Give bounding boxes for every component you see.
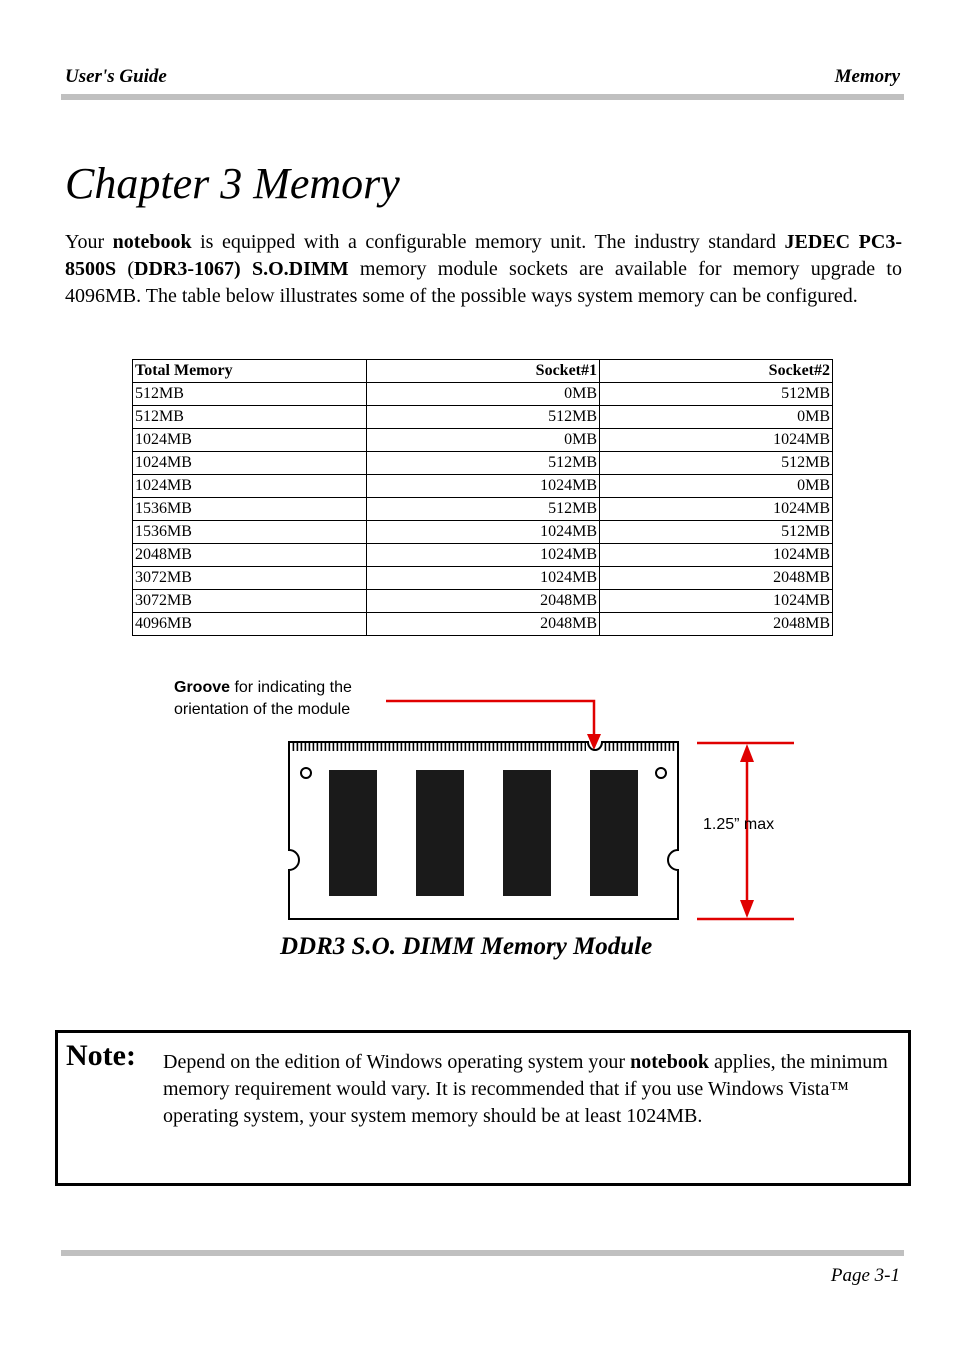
cell-total: 1024MB (133, 429, 367, 452)
header-rule (61, 94, 904, 100)
groove-label: Groove for indicating the (174, 679, 352, 696)
table-row (133, 475, 833, 498)
table-row (133, 498, 833, 521)
cell-socket-2: 1024MB (600, 429, 833, 452)
header-section-title: Memory (834, 66, 900, 87)
memory-chip (590, 770, 638, 896)
cell-total: 4096MB (133, 613, 367, 636)
cell-socket-1: 2048MB (367, 613, 600, 636)
groove-arrow-line (386, 701, 594, 740)
cell-socket-1: 512MB (367, 406, 600, 429)
table-row (133, 544, 833, 567)
cell-socket-2: 2048MB (600, 613, 833, 636)
dimension-arrow-up-head (740, 744, 754, 762)
dimm-diagram-svg (160, 670, 820, 930)
note-box (55, 1030, 911, 1186)
table-row (133, 613, 833, 636)
diagram-caption: DDR3 S.O. DIMM Memory Module (280, 933, 653, 960)
cell-socket-1: 1024MB (367, 521, 600, 544)
cell-socket-1: 0MB (367, 429, 600, 452)
cell-socket-2: 0MB (600, 475, 833, 498)
cell-socket-2: 512MB (600, 521, 833, 544)
module-pins-right (604, 743, 676, 751)
cell-total: 1024MB (133, 452, 367, 475)
table-row (133, 590, 833, 613)
cell-socket-1: 512MB (367, 498, 600, 521)
page-number: Page 3-1 (830, 1265, 900, 1286)
table-row (133, 406, 833, 429)
mounting-hole-right (656, 768, 666, 778)
mounting-hole-left (301, 768, 311, 778)
col-socket-1: Socket#1 (367, 360, 600, 383)
header-guide-title: User's Guide (65, 66, 167, 87)
note-label: Note: (66, 1039, 136, 1072)
cell-total: 3072MB (133, 567, 367, 590)
cell-total: 1536MB (133, 498, 367, 521)
module-pins-left (292, 743, 586, 751)
groove-label-line2: orientation of the module (174, 701, 351, 718)
cell-total: 512MB (133, 383, 367, 406)
cell-socket-1: 512MB (367, 452, 600, 475)
table-row (133, 383, 833, 406)
cell-socket-2: 1024MB (600, 544, 833, 567)
table-row (133, 567, 833, 590)
table-row (133, 429, 833, 452)
cell-socket-2: 512MB (600, 452, 833, 475)
memory-chip (329, 770, 377, 896)
intro-paragraph: Your notebook is equipped with a configurable memory unit. The industry standard JEDEC PC3-8500S (DDR3-1067) S.O.DIMM memory module sockets are available for memory upgrade to 4096MB. The table below illustrates some of the possible ways system memory can be configured. (65, 231, 902, 307)
col-total-memory: Total Memory (133, 360, 367, 383)
table-row (133, 521, 833, 544)
cell-total: 1536MB (133, 521, 367, 544)
memory-config-table (132, 359, 833, 636)
table-row (133, 452, 833, 475)
dimm-diagram (160, 670, 820, 935)
chapter-title: Chapter 3 Memory (65, 159, 400, 208)
cell-total: 3072MB (133, 590, 367, 613)
note-text: Depend on the edition of Windows operating system your notebook applies, the minimum memory requirement would vary. It is recommended that if you use Windows Vista™ operating system, your system memory should be at least 1024MB. (163, 1051, 888, 1127)
col-socket-2: Socket#2 (600, 360, 833, 383)
memory-chip (416, 770, 464, 896)
dimension-arrow-down-head (740, 900, 754, 918)
cell-socket-2: 1024MB (600, 498, 833, 521)
cell-total: 512MB (133, 406, 367, 429)
cell-socket-1: 2048MB (367, 590, 600, 613)
cell-socket-2: 2048MB (600, 567, 833, 590)
table-header-row (133, 360, 833, 383)
cell-socket-1: 1024MB (367, 475, 600, 498)
footer-rule (61, 1250, 904, 1256)
cell-socket-2: 1024MB (600, 590, 833, 613)
cell-total: 1024MB (133, 475, 367, 498)
cell-socket-1: 0MB (367, 383, 600, 406)
cell-socket-2: 512MB (600, 383, 833, 406)
cell-socket-1: 1024MB (367, 567, 600, 590)
height-label: 1.25” max (703, 816, 775, 833)
cell-socket-1: 1024MB (367, 544, 600, 567)
cell-socket-2: 0MB (600, 406, 833, 429)
cell-total: 2048MB (133, 544, 367, 567)
memory-chip (503, 770, 551, 896)
